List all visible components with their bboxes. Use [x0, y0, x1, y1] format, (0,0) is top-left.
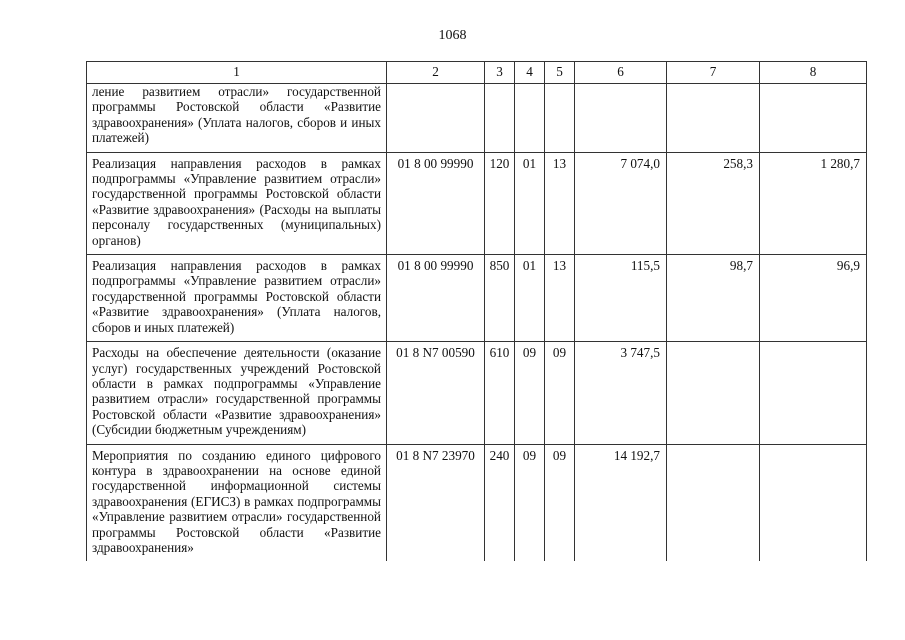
row-amount-col7 — [667, 342, 760, 444]
header-cell: 1 — [87, 62, 387, 84]
header-cell: 3 — [485, 62, 515, 84]
header-cell: 5 — [545, 62, 575, 84]
row-subsection: 09 — [545, 342, 575, 444]
row-amount-col8 — [760, 84, 867, 153]
row-expense-type: 240 — [485, 444, 515, 561]
row-amount-col7 — [667, 444, 760, 561]
row-section: 09 — [515, 342, 545, 444]
row-subsection: 13 — [545, 255, 575, 342]
row-description: Мероприятия по созданию единого цифрового контура в здравоохранении на основе единой государственной информационной системы здравоохранения (ЕГИСЗ) в рамках подпрограммы «Управление развитием отрасли» государственной программы Ростовской области «Развитие здравоохранения» — [87, 444, 387, 561]
row-subsection — [545, 84, 575, 153]
row-expense-type: 850 — [485, 255, 515, 342]
row-section: 01 — [515, 255, 545, 342]
row-amount-col7: 98,7 — [667, 255, 760, 342]
header-cell: 6 — [575, 62, 667, 84]
row-subsection: 09 — [545, 444, 575, 561]
row-expense-type: 610 — [485, 342, 515, 444]
table-row — [87, 152, 867, 254]
row-target-code: 01 8 N7 00590 — [387, 342, 485, 444]
table-row — [87, 84, 867, 153]
header-cell: 4 — [515, 62, 545, 84]
row-expense-type: 120 — [485, 152, 515, 254]
table-row — [87, 255, 867, 342]
row-section: 01 — [515, 152, 545, 254]
row-amount-col6: 7 074,0 — [575, 152, 667, 254]
row-section — [515, 84, 545, 153]
table-header-row — [87, 62, 867, 84]
header-cell: 7 — [667, 62, 760, 84]
row-target-code: 01 8 00 99990 — [387, 255, 485, 342]
row-amount-col6 — [575, 84, 667, 153]
row-subsection: 13 — [545, 152, 575, 254]
row-section: 09 — [515, 444, 545, 561]
table-row — [87, 342, 867, 444]
row-amount-col6: 3 747,5 — [575, 342, 667, 444]
header-cell: 8 — [760, 62, 867, 84]
row-amount-col8 — [760, 444, 867, 561]
row-target-code: 01 8 N7 23970 — [387, 444, 485, 561]
row-description: Расходы на обеспечение деятельности (оказание услуг) государственных учреждений Ростовской области в рамках подпрограммы «Управление развитием отрасли» государственной программы Ростовской области «Развитие здравоохранения» (Субсидии бюджетным учреждениям) — [87, 342, 387, 444]
page-number: 1068 — [438, 28, 467, 43]
row-target-code — [387, 84, 485, 153]
row-amount-col6: 14 192,7 — [575, 444, 667, 561]
row-amount-col7: 258,3 — [667, 152, 760, 254]
row-target-code: 01 8 00 99990 — [387, 152, 485, 254]
row-expense-type — [485, 84, 515, 153]
budget-table — [86, 61, 867, 561]
row-description: ление развитием отрасли» государственной программы Ростовской области «Развитие здравоохранения» (Уплата налогов, сборов и иных платежей) — [87, 84, 387, 153]
row-description: Реализация направления расходов в рамках подпрограммы «Управление развитием отрасли» государственной программы Ростовской области «Развитие здравоохранения» (Расходы на выплаты персоналу государственных (муниципальных) органов) — [87, 152, 387, 254]
header-cell: 2 — [387, 62, 485, 84]
row-description: Реализация направления расходов в рамках подпрограммы «Управление развитием отрасли» государственной программы Ростовской области «Развитие здравоохранения» (Уплата налогов, сборов и иных платежей) — [87, 255, 387, 342]
row-amount-col6: 115,5 — [575, 255, 667, 342]
row-amount-col8: 96,9 — [760, 255, 867, 342]
table-row — [87, 444, 867, 561]
row-amount-col7 — [667, 84, 760, 153]
row-amount-col8: 1 280,7 — [760, 152, 867, 254]
row-amount-col8 — [760, 342, 867, 444]
